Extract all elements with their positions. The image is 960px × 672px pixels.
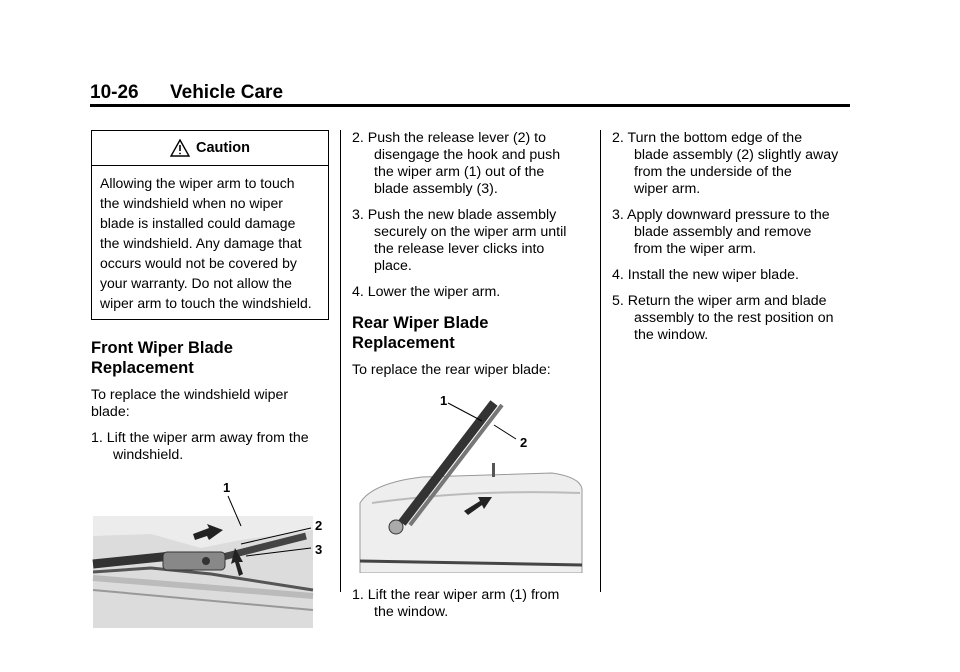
caution-text xyxy=(92,166,328,319)
step-line: 3. Push the new blade assembly xyxy=(352,207,557,223)
caution-line: the windshield when no wiper xyxy=(100,195,283,211)
figure-label-1: 1 xyxy=(223,480,231,495)
step-line: from the underside of the xyxy=(634,164,792,180)
rear-step-3 xyxy=(612,207,852,258)
step-line: blade assembly and remove xyxy=(634,224,812,240)
caution-line: your warranty. Do not allow the xyxy=(100,275,292,291)
page-number: 10-26 xyxy=(90,82,139,103)
front-step-2 xyxy=(352,130,588,198)
figure-label-3: 3 xyxy=(315,542,323,557)
caution-line: wiper arm to touch the windshield. xyxy=(100,295,312,311)
front-wiper-illustration xyxy=(91,478,329,628)
rear-step-5 xyxy=(612,293,852,344)
step-line: assembly to the rest position on xyxy=(634,310,834,326)
heading-line: Replacement xyxy=(91,359,194,377)
caution-line: occurs would not be covered by xyxy=(100,255,297,271)
figure-label-1: 1 xyxy=(440,393,448,408)
step-line: 3. Apply downward pressure to the xyxy=(612,207,830,223)
caution-box xyxy=(91,130,329,320)
step-line: 5. Return the wiper arm and blade xyxy=(612,293,827,309)
caution-header xyxy=(92,131,328,166)
column-right xyxy=(612,130,852,344)
header-rule xyxy=(90,104,850,107)
step-line: blade assembly (2) slightly away xyxy=(634,147,839,163)
step-line: windshield. xyxy=(113,447,184,463)
step-line: 2. Turn the bottom edge of the xyxy=(612,130,803,146)
front-step-3 xyxy=(352,207,588,275)
column-divider-right xyxy=(600,130,601,592)
step-line: blade assembly (3). xyxy=(374,181,498,197)
step-line: the wiper arm (1) out of the xyxy=(374,164,545,180)
front-step-4: 4. Lower the wiper arm. xyxy=(352,284,501,300)
caution-line: the windshield. Any damage that xyxy=(100,235,302,251)
column-divider-left xyxy=(340,130,341,592)
caution-line: Allowing the wiper arm to touch xyxy=(100,175,295,191)
rear-wiper-illustration xyxy=(352,393,588,573)
column-left xyxy=(91,130,329,628)
step-line: securely on the wiper arm until xyxy=(374,224,567,240)
page-header xyxy=(90,82,283,104)
rear-wiper-heading: Rear Wiper Blade Replacement xyxy=(352,314,489,352)
front-step-1 xyxy=(91,430,329,464)
rear-step-1 xyxy=(352,587,588,621)
front-intro xyxy=(91,387,329,421)
step-line: the window. xyxy=(634,327,709,343)
column-middle xyxy=(352,130,588,621)
step-line: the window. xyxy=(374,604,449,620)
step-line: 1. Lift the rear wiper arm (1) from xyxy=(352,587,560,603)
step-line: disengage the hook and push xyxy=(374,147,561,163)
intro-line: blade: xyxy=(91,404,130,420)
caution-title: Caution xyxy=(196,139,250,156)
figure-label-2: 2 xyxy=(520,435,528,450)
step-line: the release lever clicks into xyxy=(374,241,545,257)
step-line: wiper arm. xyxy=(634,181,701,197)
rear-intro: To replace the rear wiper blade: xyxy=(352,362,551,378)
step-line: from the wiper arm. xyxy=(634,241,757,257)
section-title: Vehicle Care xyxy=(170,82,284,103)
step-line: place. xyxy=(374,258,412,274)
rear-step-2 xyxy=(612,130,852,198)
step-line: 1. Lift the wiper arm away from the xyxy=(91,430,309,446)
step-line: 2. Push the release lever (2) to xyxy=(352,130,546,146)
rear-step-4: 4. Install the new wiper blade. xyxy=(612,267,799,283)
figure-label-2: 2 xyxy=(315,518,323,533)
front-wiper-heading xyxy=(91,338,329,378)
warning-icon xyxy=(170,139,190,157)
intro-line: To replace the windshield wiper xyxy=(91,387,289,403)
heading-line: Front Wiper Blade xyxy=(91,339,233,357)
caution-line: blade is installed could damage xyxy=(100,215,296,231)
